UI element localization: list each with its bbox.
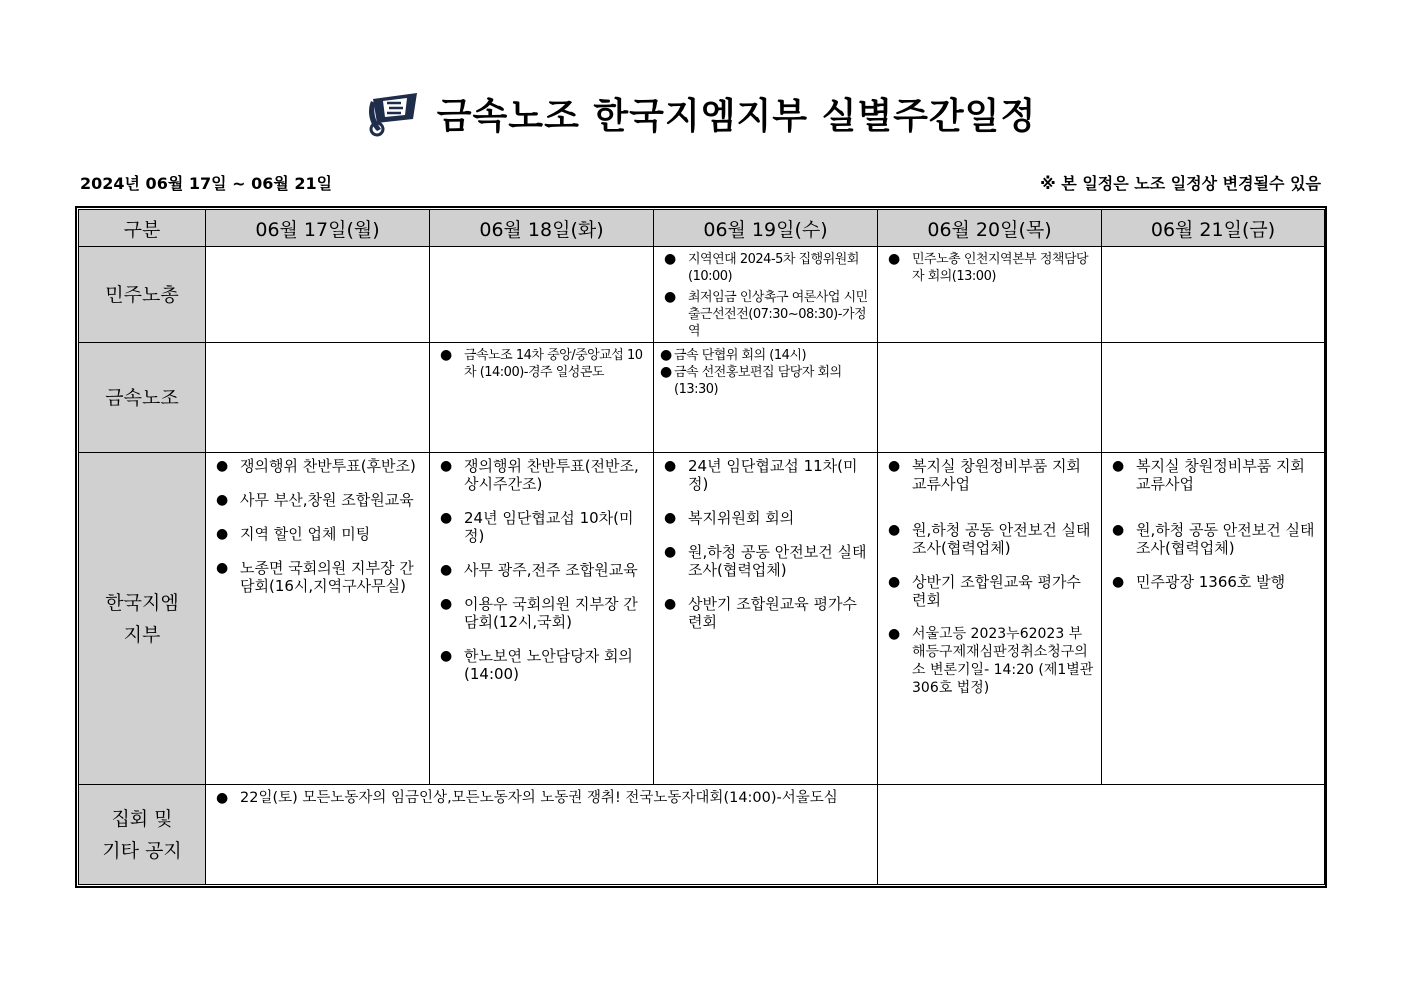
- list-item: ● 금속노조 14차 중앙/중앙교섭 10차 (14:00)-경주 일성콘도: [438, 347, 647, 381]
- list-item: ● 복지실 창원정비부품 지회 교류사업: [886, 457, 1095, 493]
- row-label-gmkorea: [79, 453, 206, 785]
- cell-kmwu-tue: [430, 343, 654, 453]
- cell-kmwu-thu: [878, 343, 1102, 453]
- list-item: ● 한노보연 노안담당자 회의(14:00): [438, 647, 647, 683]
- header-wed: 06월 19일(수): [654, 210, 878, 247]
- page-title: 금속노조 한국지엠지부 실별주간일정: [436, 95, 1037, 137]
- schedule-table: [78, 209, 1325, 885]
- cell-kctu-tue: [430, 247, 654, 343]
- list-item: ● 쟁의행위 찬반투표(전반조, 상시주간조): [438, 457, 647, 493]
- row-label-line: 기타 공지: [102, 839, 182, 862]
- list-item: ● 지역 할인 업체 미팅: [214, 525, 423, 543]
- cell-kmwu-mon: [206, 343, 430, 453]
- cell-kmwu-wed: [654, 343, 878, 453]
- list-item: ● 22일(토) 모든노동자의 임금인상,모든노동자의 노동권 쟁취! 전국노동자대회(14:00)-서울도심: [214, 789, 871, 807]
- list-item: ● 상반기 조합원교육 평가수련회: [886, 573, 1095, 609]
- cell-gm-tue: [430, 453, 654, 785]
- header: [0, 88, 1403, 138]
- header-category: 구분: [79, 210, 206, 247]
- list-item: ● 사무 부산,창원 조합원교육: [214, 491, 423, 509]
- list-item: ● 이용우 국회의원 지부장 간담회(12시,국회): [438, 595, 647, 631]
- list-item: ● 서울고등 2023누62023 부해등구제재심판정취소청구의소 변론기일- 14:20 (제1별관 306호 법정): [886, 625, 1095, 697]
- list-item: ● 상반기 조합원교육 평가수련회: [662, 595, 871, 631]
- list-item: ● 사무 광주,전주 조합원교육: [438, 561, 647, 579]
- cell-kctu-fri: [1102, 247, 1325, 343]
- header-thu: 06월 20일(목): [878, 210, 1102, 247]
- list-item: ● 최저임금 인상촉구 여론사업 시민 출근선전전(07:30~08:30)-가정역: [662, 289, 871, 340]
- header-tue: 06월 18일(화): [430, 210, 654, 247]
- list-item: ● 복지실 창원정비부품 지회 교류사업: [1110, 457, 1318, 493]
- change-notice: ※ 본 일정은 노조 일정상 변경될수 있음: [1040, 174, 1321, 193]
- cell-gm-wed: [654, 453, 878, 785]
- cell-kctu-mon: [206, 247, 430, 343]
- list-item: ● 복지위원회 회의: [662, 509, 871, 527]
- list-item: ● 노종면 국회의원 지부장 간담회(16시,지역구사무실): [214, 559, 423, 595]
- header-fri: 06월 21일(금): [1102, 210, 1325, 247]
- list-item: ● 원,하청 공동 안전보건 실태조사(협력업체): [662, 543, 871, 579]
- list-item: ● 금속 선전홍보편집 담당자 회의 (13:30): [658, 364, 871, 398]
- header-row: [79, 210, 1325, 247]
- schedule-period: 2024년 06월 17일 ~ 06월 21일: [80, 174, 333, 193]
- row-label-kmwu: 금속노조: [79, 343, 206, 453]
- list-item: ● 지역연대 2024-5차 집행위원회 (10:00): [662, 251, 871, 285]
- row-label-kctu: 민주노총: [79, 247, 206, 343]
- cell-gm-thu: [878, 453, 1102, 785]
- union-logo-icon: [367, 89, 423, 137]
- list-item: ● 쟁의행위 찬반투표(후반조): [214, 457, 423, 475]
- row-kmwu: [79, 343, 1325, 453]
- list-item: ● 민주노총 인천지역본부 정책담당자 회의(13:00): [886, 251, 1095, 285]
- list-item: ● 민주광장 1366호 발행: [1110, 573, 1318, 591]
- cell-gm-mon: [206, 453, 430, 785]
- cell-kmwu-fri: [1102, 343, 1325, 453]
- cell-kctu-wed: [654, 247, 878, 343]
- row-gmkorea: [79, 453, 1325, 785]
- row-label-line: 지부: [123, 623, 161, 646]
- cell-notice-left: [206, 785, 878, 885]
- list-item: ● 24년 임단협교섭 10차(미정): [438, 509, 647, 545]
- row-kctu: [79, 247, 1325, 343]
- row-label-line: 한국지엠: [105, 591, 179, 614]
- list-item: ● 24년 임단협교섭 11차(미정): [662, 457, 871, 493]
- list-item: ● 원,하청 공동 안전보건 실태조사(협력업체): [1110, 521, 1318, 557]
- list-item: ● 원,하청 공동 안전보건 실태조사(협력업체): [886, 521, 1095, 557]
- row-label-notice: [79, 785, 206, 885]
- list-item: ● 금속 단협위 회의 (14시): [658, 347, 871, 364]
- cell-gm-fri: [1102, 453, 1325, 785]
- row-label-line: 집회 및: [111, 807, 173, 830]
- cell-kctu-thu: [878, 247, 1102, 343]
- cell-notice-right: [878, 785, 1325, 885]
- header-mon: 06월 17일(월): [206, 210, 430, 247]
- row-notice: [79, 785, 1325, 885]
